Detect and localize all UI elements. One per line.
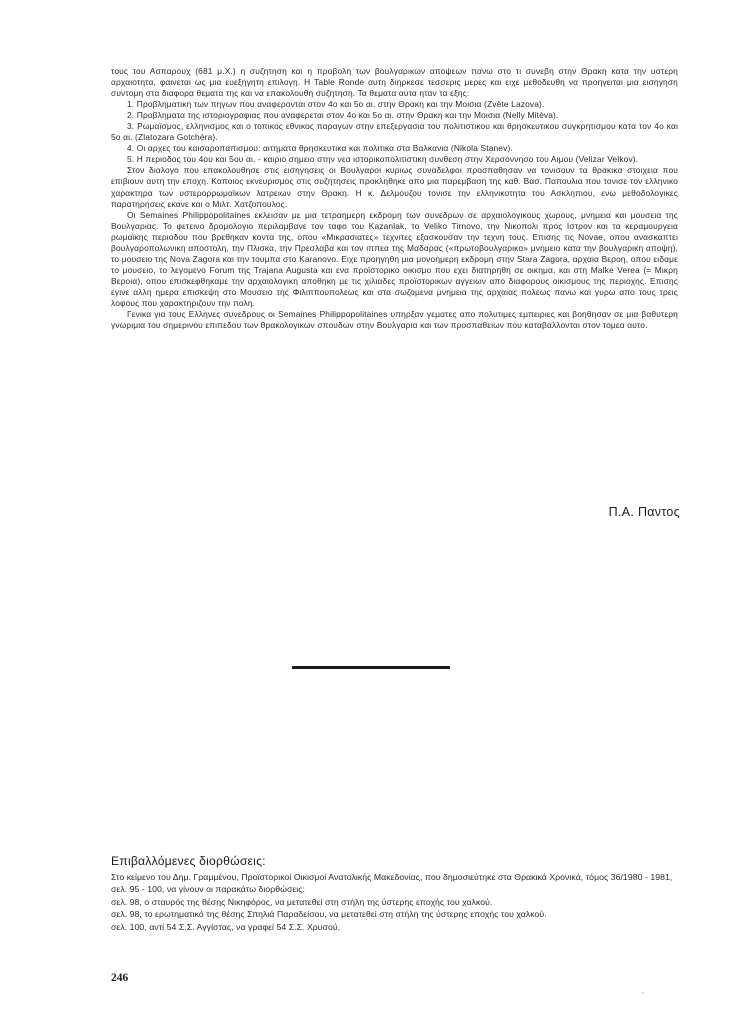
section-divider [292, 666, 450, 669]
page-number: 246 [111, 972, 129, 984]
corrections-heading: Επιβαλλόμενες διορθώσεις: [111, 854, 266, 868]
corrections-section [111, 855, 681, 934]
author-signature: Π.Α. Παντος [608, 505, 680, 519]
list-item: 3. Ρωμαϊσμος, ελληνισμος και ο τοπικος εθνικος παραγων στην επεξεργασια του πολιτιστικου και θρησκευτικου συγκρητισμου κατα τον 4ο και 5ο αι. (Zlatozara Gotchèra). [111, 121, 678, 143]
paragraph-intro: τους του Ασπαρουχ (681 μ.Χ.) η συζητηση και η προβολη των βουλγαρικων αποψεων πανω στο τι συνεβη στην Θρακη κατα την υστερη αρχαιοτητα, φαινεται ως μια ευεξηγητη επιλογη. Η Table Ronde αυτη διηρκεσε τεσσερις μερες και ειχε μεθοδευθη να προηγειται μια εισηγηση συντομη στα διαφορα θεματα της και να επακολουθη συζητηση. Τα θεματα αυτα ηταν τα εξης: [111, 66, 678, 99]
scan-speck [642, 992, 644, 994]
list-item: 5. Η περιοδος του 4ου και 5ου αι. - καιριο σημειο στην νεα ιστορικοπολιτιστικη συνθεση στην Χερσοννησο του Αιμου (Velizar Velkov). [127, 154, 639, 165]
correction-line: σελ. 98, το ερωτηματικό της θέσης Σπηλιά Παραδείσου, να μετατεθεί στη στήλη της ύστερης εποχής του χαλκού. [111, 909, 547, 920]
correction-line: σελ. 98, ο σταυρός της θέσης Νικηφόρος, να μετατεθεί στη στήλη της ύστερης εποχής του χαλκού. [111, 896, 493, 907]
paragraph-excursion: Οι Semaines Philippopolitaines εκλεισαν με μια τετραημερη εκδρομη των συνεδρων σε αρχαιολογικους χωρους, μνημεια και μουσεια της Βουλγαριας. Το φετεινο δρομολογιο περιλαμβανε τον ταφο του Kazanlak, το Veliko Tirnovo, την Νικοπολι προς Ιστρον και τα κεραμουργεια ρωμαϊκης περιοδου που βρεθηκαν κοντα της, οπου «Μικρασιατες» τεχνιτες εξασκουσαν την τεχνη τους. Επισης τις Novae, οπου ανασκαπτει βουλγαροπολωνικη αποστολη, την Πλισκα, την Πρεσλαβα και τον ιππεα της Μαδαρας («πρωτοβουλγαρικο» μνημειο κατα την βουλγαρικη αποψη), το μουσειο της Nova Zagora και την τουμπα στο Karanovo. Ειχε προηγηθη μια μονοημερη εκδρομη στην Stara Zagora, αρχαια Βεροη, οπου ειδαμε το μουσειο, το λεγομενο Forum της Trajana Augusta και ενα προϊστορικο οικισμο που εχει διατηρηθη σε οικημα, και στη Malke Verea (= Μικρη Βεροια), οπου επισκεφθηκαμε την αρχαιολογικη αποθηκη με τις χιλιαδες προϊστορικων αγγειων απο διαφορους οικισμους της περιοχης. Επισης εγινε αλλη ημερα επισκεψη στο Μουσειο της Φιλιππουπολεως και στα σωζομενα μνημεια της αρχαιας πολεως πανω και γυρω απο τους τρεις λοφους που χαρακτηριζουν την πολη. [111, 209, 678, 308]
article-body [111, 66, 678, 331]
list-item: 1. Προβληματικη των πηγων που αναφερονται στον 4ο και 5ο αι. στην Θρακη και την Μοισια (Zvète Lazova). [127, 99, 545, 110]
correction-line: σελ. 100, αντί 54 Σ.Σ. Αγγίστας, να γραφεί 54 Σ.Σ. Χρυσού. [111, 921, 341, 932]
paragraph-discussion: Στον διαλογο που επακολουθησε στις εισηγησεις οι Βουλγαροι κυριως συναδελφοι προσπαθησαν να τονισουν τα θρακικα στοιχεια που επιβιουν αυτη την εποχη. Καποιος εκνευρισμος στις συζητησεις προκληθηκε απο μια παρεμβαση της καθ. Βασ. Παπουλια που τονισε τον ελληνικο χαρακτηρα των υστερορρωμαϊκων λατρειων στην Θρακη. Η κ. Δελμουζου τονισε την ελληνικοτητα του Ασκληπιου, ενω μεθοδολογικες παρατηρησεις εκανε και ο Μιλτ. Χατζοπουλος. [111, 165, 678, 209]
list-item: 2. Προβληματα της ιστοριογραφιας που αναφερεται στον 4ο και 5ο αι. στην Θρακη και την Μοισια (Nelly Mitèva). [127, 110, 559, 121]
list-item: 4. Οι αρχες του καισαροπαπισμου: αιτηματα θρησκευτικα και πολιτικα στα Βαλκανια (Nikola Stanev). [127, 143, 513, 154]
paragraph-conclusion: Γενικα για τους Ελληνες συνεδρους οι Semaines Philippopolitaines υπηρξαν γεματες απο πολυτιμες εμπειριες και βοηθησαν σε μια βαθυτερη γνωριμια του σημερινου επιπεδου των θρακολογικων σπουδων στην Βουλγαρια και των προσπαθειων που καταβαλλονται στον τομεα αυτο. [111, 309, 678, 331]
correction-line: Στο κείμενο του Δημ. Γραμμένου, Προϊστορικοί Οικισμοί Ανατολικής Μακεδονίας, που δημοσιεύτηκε στα Θρακικά Χρονικά, τόμος 36/1980 - 1981, σελ. 95 - 100, να γίνουν οι παρακάτω διορθώσεις: [111, 871, 673, 895]
